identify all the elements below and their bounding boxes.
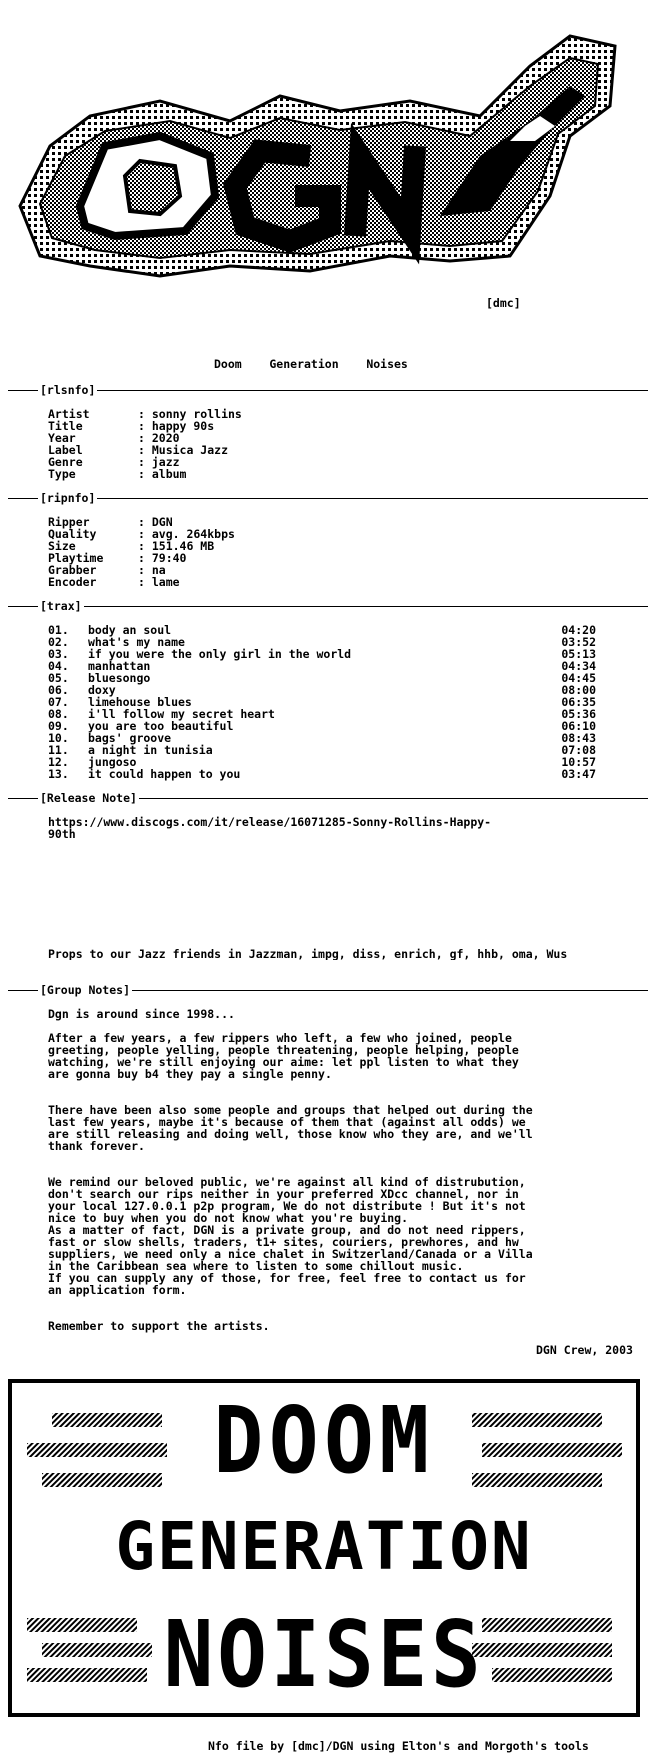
track-row: 05. bluesongo 04:45 bbox=[48, 671, 596, 685]
group-note-paragraph: Remember to support the artists. bbox=[48, 1319, 270, 1333]
track-row: 12. jungoso 10:57 bbox=[48, 755, 596, 769]
section-trax bbox=[8, 600, 648, 612]
track-row: 06. doxy 08:00 bbox=[48, 683, 596, 697]
section-label: [Release Note] bbox=[40, 791, 137, 805]
group-note-paragraph: After a few years, a few rippers who left, a few who joined, people greeting, people yelling, people threatening, people helping, people watching, we're still enjoying our aime: let ppl listen to what they are gonna buy b4 they pay a single penny. bbox=[48, 1031, 519, 1081]
info-row: Artist : sonny rollins bbox=[48, 407, 242, 421]
info-row: Grabber : na bbox=[48, 563, 166, 577]
section-label: [trax] bbox=[40, 599, 82, 613]
track-row: 01. body an soul 04:20 bbox=[48, 623, 596, 637]
banner-frame bbox=[8, 1379, 640, 1717]
section-rule bbox=[8, 390, 648, 391]
release-url[interactable]: https://www.discogs.com/it/release/16071285-Sonny-Rollins-Happy- bbox=[48, 815, 492, 829]
info-row: Title : happy 90s bbox=[48, 419, 215, 433]
section-group-notes bbox=[8, 984, 648, 996]
track-row: 09. you are too beautiful 06:10 bbox=[48, 719, 596, 733]
info-row: Ripper : DGN bbox=[48, 515, 173, 529]
track-row: 03. if you were the only girl in the world 05:13 bbox=[48, 647, 596, 661]
track-row: 08. i'll follow my secret heart 05:36 bbox=[48, 707, 596, 721]
banner-word-2: GENERATION bbox=[115, 1508, 533, 1585]
props-line: Props to our Jazz friends in Jazzman, impg, diss, enrich, gf, hhb, oma, Wus bbox=[48, 948, 568, 960]
section-ripnfo bbox=[8, 492, 648, 504]
group-note-paragraph: Dgn is around since 1998... bbox=[48, 1007, 235, 1021]
info-row: Encoder : lame bbox=[48, 575, 180, 589]
info-row: Label : Musica Jazz bbox=[48, 443, 229, 457]
track-row: 11. a night in tunisia 07:08 bbox=[48, 743, 596, 757]
info-row: Size : 151.46 MB bbox=[48, 539, 215, 553]
section-release-note bbox=[8, 792, 648, 804]
signature: DGN Crew, 2003 bbox=[536, 1343, 633, 1357]
track-row: 13. it could happen to you 03:47 bbox=[48, 767, 596, 781]
dgn-logo bbox=[10, 26, 630, 296]
banner-word-1: DOOM bbox=[213, 1387, 435, 1494]
footer-credit: Nfo file by [dmc]/DGN using Elton's and Morgoth's tools bbox=[208, 1739, 589, 1753]
track-row: 02. what's my name 03:52 bbox=[48, 635, 596, 649]
track-row: 07. limehouse blues 06:35 bbox=[48, 695, 596, 709]
info-row: Quality : avg. 264kbps bbox=[48, 527, 235, 541]
info-row: Year : 2020 bbox=[48, 431, 180, 445]
track-row: 10. bags' groove 08:43 bbox=[48, 731, 596, 745]
section-rule bbox=[8, 498, 648, 499]
group-note-paragraph: There have been also some people and groups that helped out during the last few years, maybe it's because of them that (against all odds) we are still releasing and doing well, those know who they are, and we'll thank forever. bbox=[48, 1103, 533, 1153]
track-row: 04. manhattan 04:34 bbox=[48, 659, 596, 673]
group-note-paragraph: We remind our beloved public, we're against all kind of distrubution, don't search our rips neither in your preferred XDcc channel, nor in your local 127.0.0.1 p2p program, We do not distribute ! But it's not nice to buy when you do not know what you're buying. As a matter of fact, DGN is a private group, and do not need rippers, fast or slow shells, traders, t1+ sites, couriers, prewhores, and hw suppliers, we need only a nice chalet in Switzerland/Canada or a Villa in the Caribbean sea where to listen to some chillout music. If you can supply any of those, for free, feel free to contact us for an application form. bbox=[48, 1175, 533, 1297]
section-rlsnfo bbox=[8, 384, 648, 396]
info-row: Type : album bbox=[48, 467, 187, 481]
section-label: [ripnfo] bbox=[40, 491, 96, 505]
artist-tag: [dmc] bbox=[486, 296, 521, 310]
banner-word-3: NOISES bbox=[163, 1601, 485, 1708]
section-label: [Group Notes] bbox=[40, 983, 131, 997]
release-url-cont[interactable]: 90th bbox=[48, 827, 76, 841]
section-label: [rlsnfo] bbox=[40, 383, 96, 397]
info-row: Genre : jazz bbox=[48, 455, 180, 469]
info-row: Playtime : 79:40 bbox=[48, 551, 187, 565]
group-name: Doom Generation Noises bbox=[214, 357, 408, 371]
section-rule bbox=[8, 606, 648, 607]
